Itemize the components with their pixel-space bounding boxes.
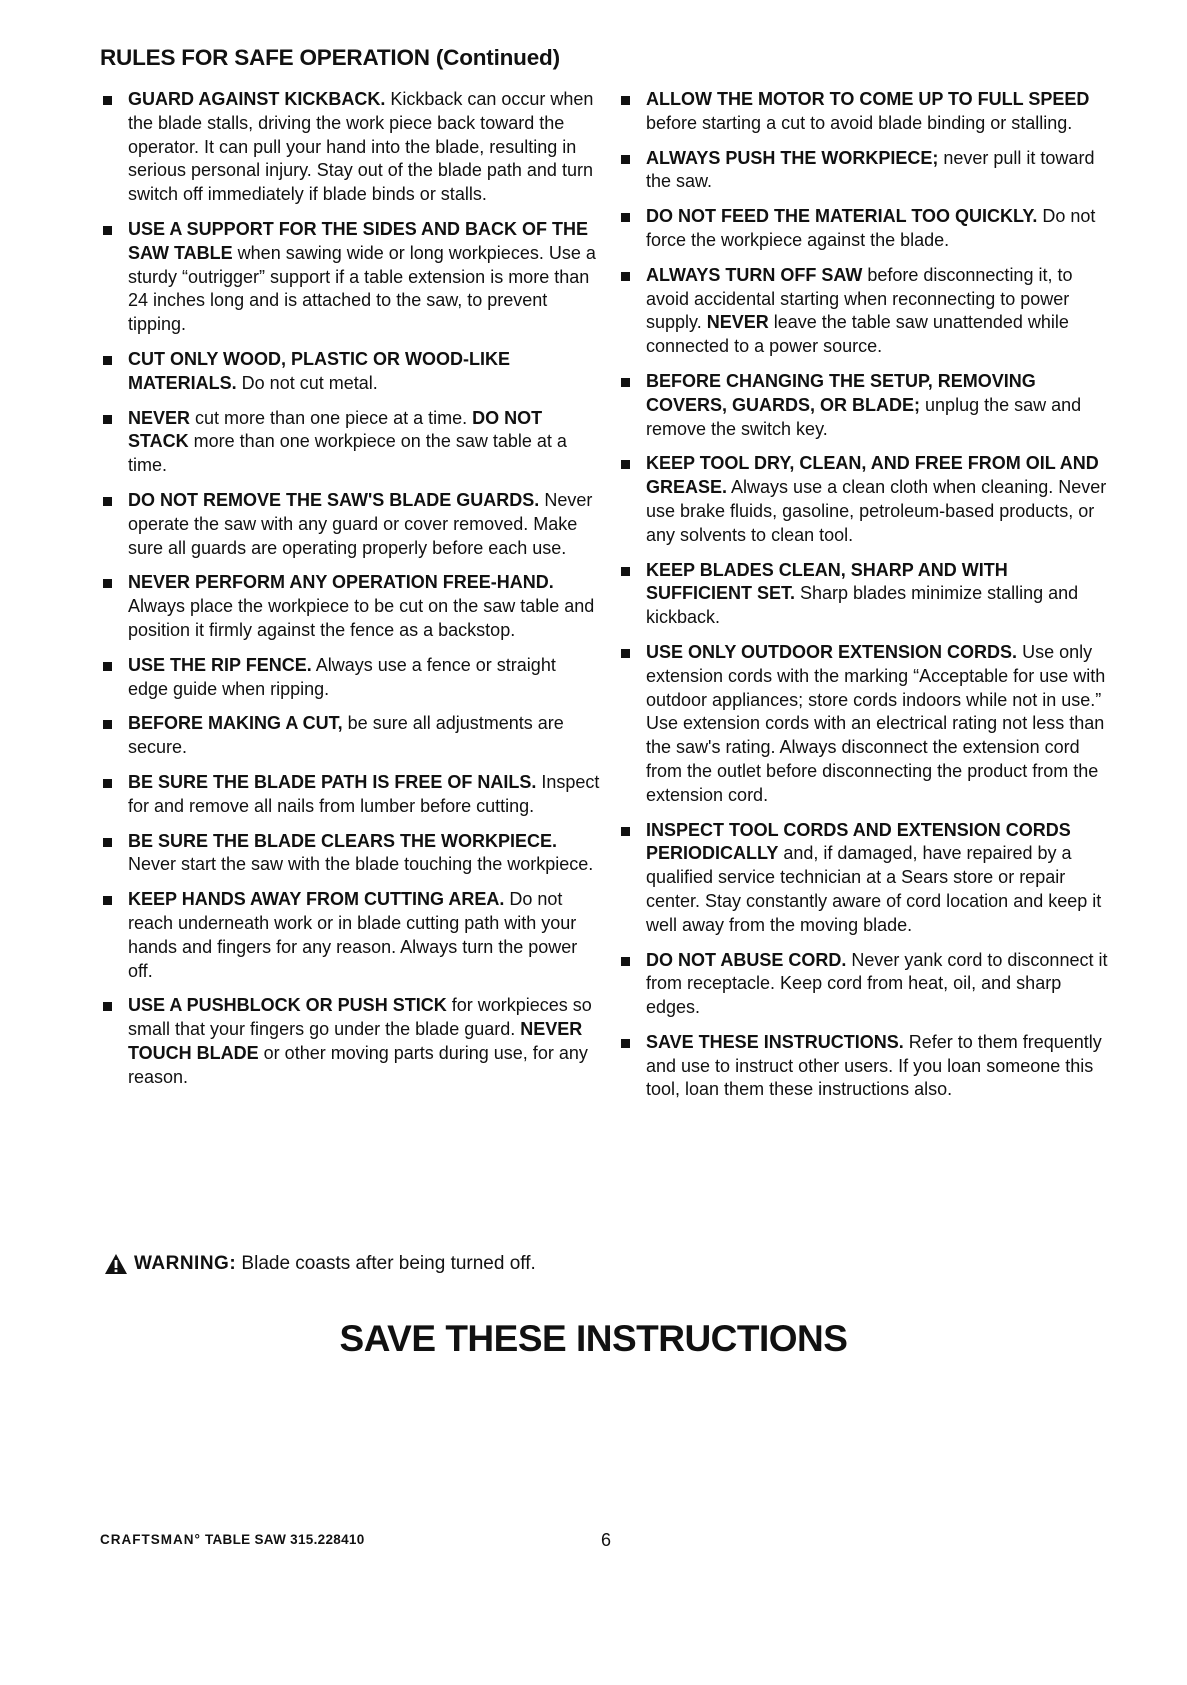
rule-text: Inspect for and remove all nails from lumber before cutting.	[128, 771, 600, 816]
bullet-icon	[621, 957, 630, 966]
footer-model-line	[100, 1532, 365, 1547]
rule-keep-hands-away	[100, 888, 600, 983]
rule-heading: DO NOT REMOVE THE SAW'S BLADE GUARDS.	[128, 489, 540, 510]
rule-text: before starting a cut to avoid blade binding or stalling.	[646, 112, 1073, 133]
bullet-icon	[103, 720, 112, 729]
rule-outdoor-extension-cords	[618, 641, 1108, 808]
warning-notice	[104, 1252, 536, 1282]
bullet-icon	[103, 1002, 112, 1011]
rule-heading: USE ONLY OUTDOOR EXTENSION CORDS.	[646, 641, 1018, 662]
rule-heading: DO NOT FEED THE MATERIAL TOO QUICKLY.	[646, 206, 1038, 227]
rule-heading: NEVER	[128, 407, 191, 428]
rule-text: Always use a fence or straight edge guide when ripping.	[128, 654, 556, 699]
save-instructions-banner: SAVE THESE INSTRUCTIONS	[339, 1318, 848, 1359]
rule-cut-only-wood	[100, 348, 600, 396]
rule-heading: USE A PUSHBLOCK OR PUSH STICK	[128, 995, 447, 1016]
rule-heading-secondary: NEVER TOUCH BLADE	[128, 1019, 583, 1063]
bullet-icon	[103, 226, 112, 235]
rule-text: unplug the saw and remove the switch key.	[646, 394, 1082, 439]
rule-do-not-feed-quickly	[618, 205, 1108, 253]
rule-text: be sure all adjustments are secure.	[128, 713, 564, 758]
rule-heading: CUT ONLY WOOD, PLASTIC OR WOOD-LIKE MATERIALS.	[128, 348, 510, 393]
rule-text: Kickback can occur when the blade stalls, driving the work piece back toward the operator. It can pull your hand into the blade, resulting in serious personal injury. Stay out of the blade path and turn switch off immediately if blade binds or stalls.	[128, 89, 594, 205]
rule-text: Always place the workpiece to be cut on the saw table and position it firmly against the fence as a backstop.	[128, 596, 595, 640]
rule-heading: BEFORE CHANGING THE SETUP, REMOVING COVERS, GUARDS, OR BLADE;	[646, 370, 1036, 415]
rule-heading: INSPECT TOOL CORDS AND EXTENSION CORDS PERIODICALLY	[646, 819, 1071, 864]
rule-text: and, if damaged, have repaired by a qualified service technician at a Sears store or repair center. Stay constantly aware of cord location and keep it well away from the moving blade.	[646, 843, 1102, 935]
bullet-icon	[103, 415, 112, 424]
rule-text: Do not cut metal.	[236, 372, 378, 393]
rule-heading: KEEP HANDS AWAY FROM CUTTING AREA.	[128, 889, 505, 910]
bullet-icon	[103, 96, 112, 105]
rule-text: Do not force the workpiece against the blade.	[646, 206, 1096, 250]
page-footer	[0, 1532, 1187, 1556]
bullet-icon	[621, 567, 630, 576]
rule-text-secondary: leave the table saw unattended while connected to a power source.	[646, 312, 1069, 357]
rule-heading: NEVER PERFORM ANY OPERATION FREE-HAND.	[128, 572, 554, 593]
rule-heading: BEFORE MAKING A CUT,	[128, 713, 343, 734]
rule-heading: ALLOW THE MOTOR TO COME UP TO FULL SPEED	[646, 89, 1090, 109]
bullet-icon	[621, 1039, 630, 1048]
page-heading: RULES FOR SAFE OPERATION (Continued)	[100, 45, 560, 70]
rule-heading-secondary: DO NOT STACK	[128, 407, 543, 452]
rule-heading-secondary: NEVER	[706, 312, 769, 333]
bullet-icon	[103, 662, 112, 671]
rule-heading: USE THE RIP FENCE.	[128, 654, 312, 675]
bullet-icon	[621, 96, 630, 105]
model-number: TABLE SAW 315.228410	[200, 1532, 365, 1547]
rule-text: never pull it toward the saw.	[646, 147, 1095, 192]
warning-triangle-icon	[104, 1253, 128, 1282]
bullet-icon	[621, 213, 630, 222]
rule-heading: GUARD AGAINST KICKBACK.	[128, 89, 386, 109]
rule-text: Never operate the saw with any guard or cover removed. Make sure all guards are operating properly before each use.	[128, 489, 593, 558]
bullet-icon	[621, 378, 630, 387]
bullet-icon	[621, 272, 630, 281]
rule-keep-blades-clean	[618, 559, 1108, 630]
rule-text-secondary: more than one workpiece on the saw table at a time.	[128, 431, 567, 476]
rule-text: Sharp blades minimize stalling and kickback.	[646, 583, 1079, 628]
warning-label: WARNING:	[134, 1253, 237, 1274]
rule-heading: KEEP BLADES CLEAN, SHARP AND WITH SUFFICIENT SET.	[646, 559, 1008, 604]
bullet-icon	[103, 896, 112, 905]
rule-inspect-cords	[618, 819, 1108, 938]
rule-keep-tool-dry	[618, 452, 1108, 547]
right-rules-column	[618, 88, 1108, 1113]
rule-text: for workpieces so small that your fingers go under the blade guard.	[128, 995, 592, 1040]
rule-motor-full-speed	[618, 88, 1108, 136]
bullet-icon	[621, 460, 630, 469]
rule-use-pushblock	[100, 994, 600, 1089]
rule-text: Always use a clean cloth when cleaning. Never use brake fluids, gasoline, petroleum-based products, or any solvents to clean tool.	[646, 477, 1107, 545]
rule-heading: KEEP TOOL DRY, CLEAN, AND FREE FROM OIL AND GREASE.	[646, 453, 1099, 498]
rule-heading: USE A SUPPORT FOR THE SIDES AND BACK OF THE SAW TABLE	[128, 218, 589, 263]
rule-use-rip-fence	[100, 654, 600, 702]
rule-do-not-remove-guards	[100, 489, 600, 560]
bullet-icon	[621, 649, 630, 658]
rule-blade-path-free	[100, 771, 600, 819]
rule-text: Use only extension cords with the marking “Acceptable for use with outdoor appliances; store cords indoors while not in use.” Use extension cords with an electrical rating not less than the saw's rating. Always disconnect the extension cord from the outlet before disconnecting the product from the extension cord.	[646, 641, 1106, 805]
rule-heading: DO NOT ABUSE CORD.	[646, 949, 847, 970]
rule-do-not-abuse-cord	[618, 949, 1108, 1020]
bullet-icon	[103, 779, 112, 788]
rule-save-instructions	[618, 1031, 1108, 1102]
page-number: 6	[601, 1530, 612, 1550]
warning-text: Blade coasts after being turned off.	[236, 1253, 536, 1274]
rule-text: before disconnecting it, to avoid accidental starting when reconnecting to power supply.	[646, 264, 1073, 333]
rule-guard-against-kickback	[100, 88, 600, 207]
brand-logo: CRAFTSMAN°	[100, 1532, 201, 1547]
rule-before-making-cut	[100, 712, 600, 760]
rule-text-secondary: or other moving parts during use, for any reason.	[128, 1042, 588, 1087]
rule-push-workpiece	[618, 147, 1108, 195]
rule-before-changing-setup	[618, 370, 1108, 441]
rule-heading: SAVE THESE INSTRUCTIONS.	[646, 1031, 904, 1052]
rule-heading: ALWAYS TURN OFF SAW	[646, 264, 863, 285]
bullet-icon	[621, 155, 630, 164]
rule-heading: BE SURE THE BLADE PATH IS FREE OF NAILS.	[128, 771, 537, 792]
rule-never-cut-more-than-one	[100, 407, 600, 478]
rule-text: when sawing wide or long workpieces. Use a sturdy “outrigger” support if a table extension is more than 24 inches long and is attached to the saw, to prevent tipping.	[128, 242, 596, 335]
rule-heading: BE SURE THE BLADE CLEARS THE WORKPIECE.	[128, 830, 558, 851]
rule-never-freehand	[100, 571, 600, 642]
bullet-icon	[103, 579, 112, 588]
bullet-icon	[103, 497, 112, 506]
left-rules-column	[100, 88, 600, 1100]
bullet-icon	[103, 838, 112, 847]
bullet-icon	[103, 356, 112, 365]
rule-text: Refer to them frequently and use to instruct other users. If you loan someone this tool, loan them these instructions also.	[646, 1031, 1102, 1100]
rule-heading: ALWAYS PUSH THE WORKPIECE;	[646, 147, 939, 168]
rule-text: Never yank cord to disconnect it from receptacle. Keep cord from heat, oil, and sharp edges.	[646, 949, 1108, 1018]
rule-text: Do not reach underneath work or in blade cutting path with your hands and fingers for any reason. Always turn the power off.	[128, 889, 578, 981]
rule-turn-off-saw	[618, 264, 1108, 359]
rule-use-support	[100, 218, 600, 337]
bullet-icon	[621, 827, 630, 836]
rule-blade-clears-workpiece	[100, 830, 600, 878]
rule-text: cut more than one piece at a time.	[190, 407, 473, 428]
rule-text: Never start the saw with the blade touching the workpiece.	[128, 854, 594, 875]
